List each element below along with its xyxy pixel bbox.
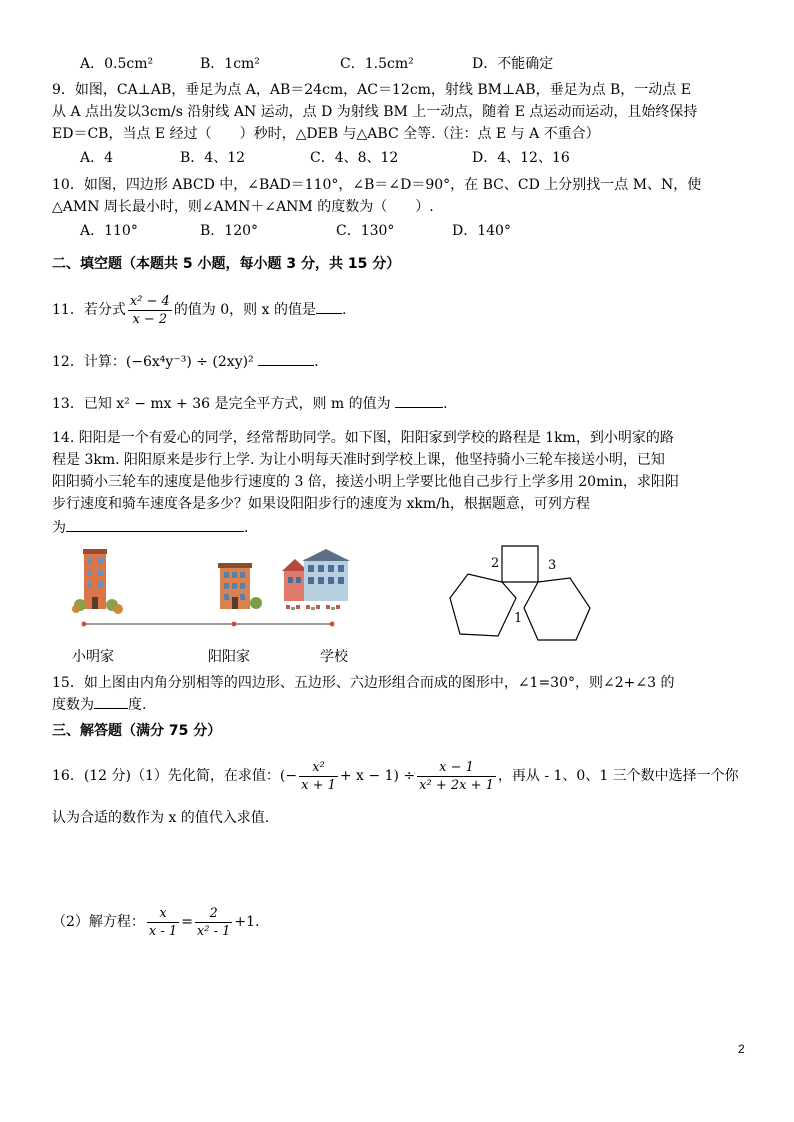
road-houses-figure (70, 545, 360, 635)
q9-option-c: C．4、8、12 (310, 150, 399, 166)
q14-answer-blank[interactable] (66, 531, 244, 532)
q16-f2-denominator: x² + 2x + 1 (419, 777, 494, 793)
q10-option-c: C．130° (336, 223, 395, 239)
page-number: 2 (738, 1042, 745, 1056)
q9-line1: 9．如图，CA⊥AB，垂足为点 A，AB＝24cm，AC＝12cm，射线 BM⊥AB，垂足为点 B，一动点 E (52, 82, 691, 98)
q10-option-d: D．140° (452, 223, 511, 239)
q16-fraction1 (299, 759, 338, 794)
xiaoming-point (82, 622, 87, 627)
section-solve-title: 三、解答题（满分 75 分） (52, 723, 222, 739)
school-point (330, 622, 335, 627)
q12-text: 12．计算：(−6x⁴y⁻³) ÷ (2xy)² (52, 354, 254, 370)
section-fill-in-title: 二、填空题（本题共 5 小题，每小题 3 分，共 15 分） (52, 256, 401, 272)
angle-label-3: 3 (548, 558, 557, 573)
q16-fraction2 (417, 759, 496, 794)
q16-suffix: ，再从 - 1、0、1 三个数中选择一个你 (497, 768, 739, 784)
q15-line2-prefix: 度数为 (52, 697, 94, 713)
q16-2-suffix: +1. (234, 914, 260, 930)
q11-answer-blank[interactable] (316, 313, 342, 314)
q15-line2-suffix: 度. (128, 697, 147, 713)
q16-2-line (52, 902, 260, 942)
q13-text: 13．已知 x² − mx + 36 是完全平方式，则 m 的值为 (52, 396, 391, 412)
q16-f1-denominator: x + 1 (301, 777, 336, 793)
q14-line5 (52, 518, 248, 538)
yangyang-point (232, 622, 237, 627)
left-polygon-shape (450, 574, 516, 636)
q12-end: . (314, 354, 319, 370)
q9-option-a: A．4 (80, 150, 114, 166)
q10-line2: △AMN 周长最小时，则∠AMN＋∠ANM 的度数为（ ）. (52, 199, 434, 215)
square-shape (502, 546, 538, 582)
q8-option-a: A．0.5cm² (80, 56, 154, 72)
q9-option-b: B．4、12 (180, 150, 246, 166)
q11-suffix: 的值为 0，则 x 的值是 (173, 302, 316, 318)
q11-numerator: x² − 4 (129, 293, 170, 309)
q15-line1: 15．如上图由内角分别相等的四边形、五边形、六边形组合而成的图形中，∠1=30°，则∠2+∠3 的 (52, 675, 675, 691)
q8-option-d: D．不能确定 (472, 56, 554, 72)
right-polygon-shape (524, 578, 590, 640)
q14-line2: 程是 3km. 阳阳原来是步行上学. 为让小明每天准时到学校上课，他坚持骑小三轮车接送小明，已知 (52, 452, 665, 468)
q10-option-b: B．120° (200, 223, 259, 239)
q16-f1-numerator: x² (299, 759, 338, 777)
q9-option-d: D．4、12、16 (472, 150, 570, 166)
angle-label-1: 1 (514, 611, 523, 626)
q16-mid: + x − 1) ÷ (339, 768, 416, 784)
q14-line4: 步行速度和骑车速度各是多少？如果设阳阳步行的速度为 xkm/h，根据题意，可列方程 (52, 496, 590, 512)
q8-option-b: B．1cm² (200, 56, 260, 72)
q13-line (52, 394, 448, 414)
label-yangyang-home: 阳阳家 (208, 649, 250, 665)
q16-f2-numerator: x − 1 (417, 759, 496, 777)
polygons-figure (440, 540, 600, 650)
q16-2-f1-denominator: x - 1 (148, 923, 178, 939)
q16-2-fraction1 (147, 905, 179, 940)
q15-line2 (52, 695, 146, 715)
label-school: 学校 (320, 649, 348, 665)
q10-option-a: A．110° (80, 223, 138, 239)
q11-end: . (341, 302, 347, 318)
q12-answer-blank[interactable] (258, 365, 314, 366)
q9-line2: 从 A 点出发以3cm/s 沿射线 AN 运动，点 D 为射线 BM 上一动点，随着 E 点运动而运动，且始终保持 (52, 104, 698, 120)
angle-label-2: 2 (491, 556, 500, 571)
xiaoming-house-icon (72, 549, 123, 614)
q9-line3: ED＝CB，当点 E 经过（ ）秒时，△DEB 与△ABC 全等.（注：点 E 与 A 不重合） (52, 126, 600, 142)
label-xiaoming-home: 小明家 (72, 649, 114, 665)
q16-2-prefix: （2）解方程： (52, 914, 145, 930)
q13-answer-blank[interactable] (395, 407, 443, 408)
q14-line1: 14. 阳阳是一个有爱心的同学，经常帮助同学。如下图，阳阳家到学校的路程是 1km，到小明家的路 (52, 430, 674, 446)
q13-end: . (443, 396, 448, 412)
q11-denominator: x − 2 (132, 311, 168, 327)
q10-line1: 10．如图，四边形 ABCD 中，∠BAD＝110°，∠B＝∠D＝90°，在 BC、CD 上分别找一点 M、N，使 (52, 177, 702, 193)
q14-line3: 阳阳骑小三轮车的速度是他步行速度的 3 倍，接送小明上学要比他自己步行上学多用 20min，求阳阳 (52, 474, 679, 490)
q16-2-f2-denominator: x² - 1 (196, 923, 231, 939)
q14-line5-prefix: 为 (52, 520, 66, 536)
q14-end: . (244, 520, 249, 536)
q16-2-equals: = (181, 914, 193, 930)
q16-line2: 认为合适的数作为 x 的值代入求值. (52, 810, 270, 826)
q16-line1 (52, 756, 739, 796)
q16-2-fraction2 (195, 905, 232, 940)
q16-2-f2-numerator: 2 (195, 905, 232, 923)
q11-line (52, 290, 346, 330)
q11-fraction (128, 293, 172, 328)
yangyang-house-icon (218, 563, 262, 609)
q11-prefix: 11．若分式 (52, 302, 126, 318)
school-building-icon (282, 549, 350, 610)
q12-line (52, 352, 319, 372)
q16-prefix: 16．(12 分)（1）先化简，在求值：(− (52, 768, 298, 784)
q8-option-c: C．1.5cm² (340, 56, 414, 72)
q16-2-f1-numerator: x (147, 905, 179, 923)
q15-answer-blank[interactable] (94, 708, 128, 709)
